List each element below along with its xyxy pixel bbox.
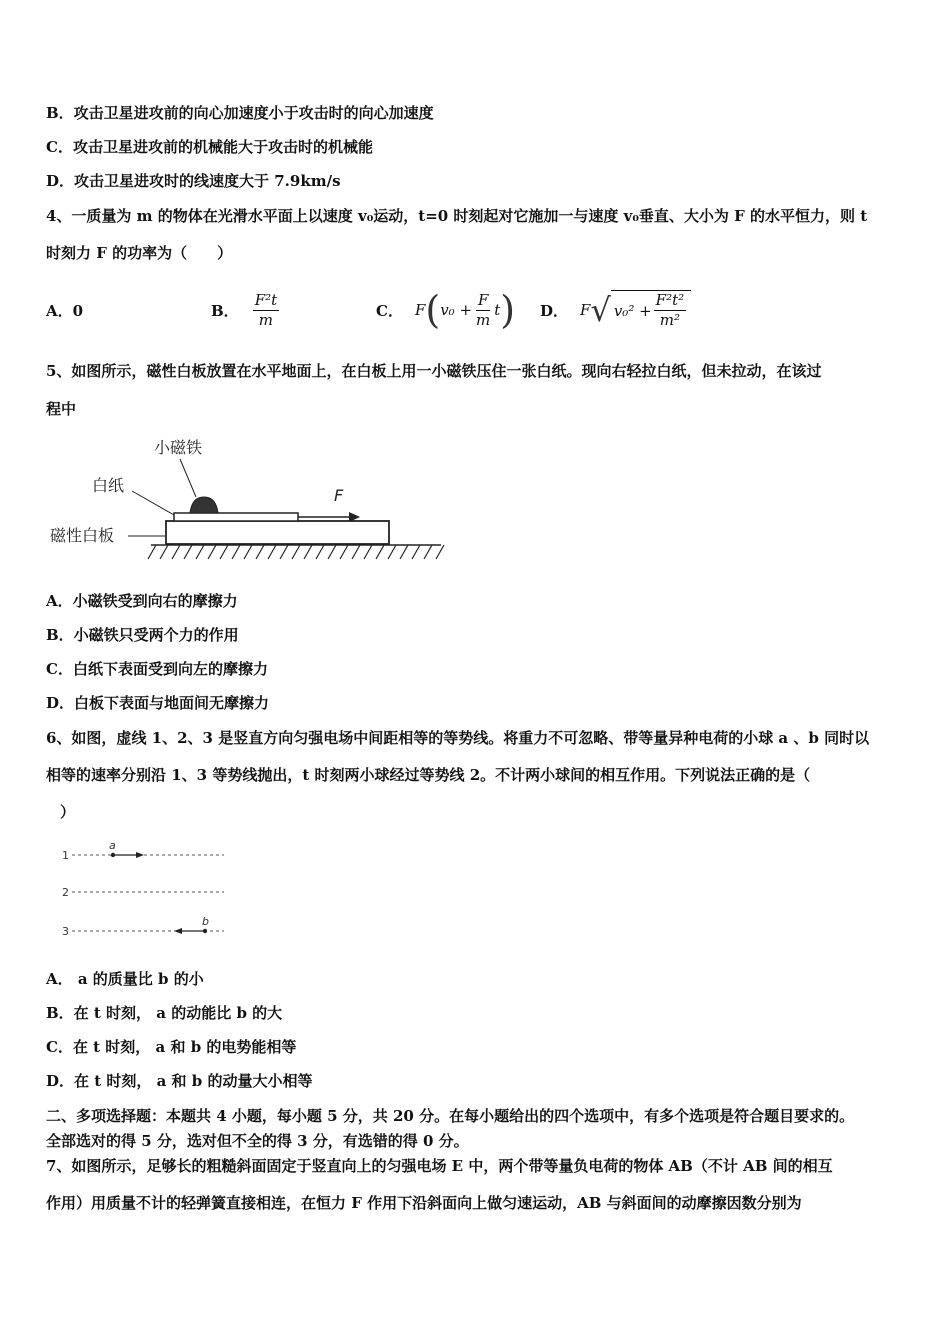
line-2-label: 2 [62, 886, 69, 899]
force-symbol: F [580, 301, 591, 319]
q4-option-b-label: B． [211, 301, 239, 320]
paper-leader-line [132, 491, 174, 515]
magnet-label: 小磁铁 [154, 438, 203, 457]
small-magnet [190, 497, 218, 513]
q4-option-c-fraction [474, 291, 492, 330]
q7-stem-line1: 7、如图所示，足够长的粗糙斜面固定于竖直向上的匀强电场 E 中，两个带等量负电荷的物体 AB（不计 AB 间的相互 [46, 1157, 833, 1175]
ball-a-arrow-head [136, 852, 144, 858]
q4-option-b-fraction [253, 291, 279, 330]
q4-option-c [376, 285, 515, 335]
section-2-heading-line1: 二、多项选择题：本题共 4 小题，每小题 5 分，共 20 分。在每小题给出的四个选项中，有多个选项是符合题目要求的。 [46, 1107, 855, 1125]
velocity-term: v₀ + [440, 301, 473, 319]
fraction-denominator: m [258, 310, 274, 329]
velocity-term: v₀² + [613, 301, 652, 320]
ball-a-label: a [109, 839, 116, 852]
q6-option-d: D．在 t 时刻， a 和 b 的动量大小相等 [46, 1072, 313, 1090]
section-2-heading-line2: 全部选对的得 5 分，选对但不全的得 3 分，有选错的得 0 分。 [46, 1132, 469, 1150]
right-paren: ) [500, 288, 516, 332]
force-symbol: F [414, 301, 426, 319]
magnetic-board [166, 521, 389, 544]
sqrt-icon: √ [590, 291, 611, 329]
q4-option-b [211, 285, 281, 335]
q6-stem-line3: ） [60, 803, 76, 821]
sqrt-radicand [611, 290, 691, 330]
fraction-numerator: F²t² [655, 291, 685, 309]
time-symbol: t [494, 301, 501, 319]
q4-option-d-expression [580, 290, 691, 330]
q7-stem-line2: 作用）用质量不计的轻弹簧直接相连，在恒力 F 作用下沿斜面向上做匀速运动，AB 与斜面间的动摩擦因数分别为 [46, 1194, 802, 1212]
q6-option-a: A． a 的质量比 b 的小 [46, 970, 204, 988]
q4-option-c-expression [414, 288, 516, 332]
q4-option-c-label: C． [376, 301, 403, 320]
fraction-numerator: F [477, 290, 489, 309]
q3-option-c: C．攻击卫星进攻前的机械能大于攻击时的机械能 [46, 138, 373, 156]
ground-hatch [148, 545, 444, 559]
fraction-denominator: m² [659, 311, 681, 329]
q6-stem-line1: 6、如图，虚线 1、2、3 是竖直方向匀强电场中间距相等的等势线。将重力不可忽略、带等量异种电荷的小球 a 、b 同时以 [46, 729, 870, 747]
q5-option-b: B．小磁铁只受两个力的作用 [46, 626, 239, 644]
ball-b-label: b [202, 915, 209, 928]
q5-stem-line2: 程中 [46, 400, 77, 418]
q4-option-a-label: A．0 [46, 301, 84, 320]
q5-option-d: D．白板下表面与地面间无摩擦力 [46, 694, 270, 712]
q6-figure-equipotential-lines [58, 836, 238, 946]
force-label: F [334, 486, 344, 505]
fraction-denominator: m [476, 310, 491, 329]
q5-option-a: A．小磁铁受到向右的摩擦力 [46, 592, 238, 610]
q4-stem-line2: 时刻力 F 的功率为（ ） [46, 244, 233, 262]
q6-option-c: C．在 t 时刻， a 和 b 的电势能相等 [46, 1038, 297, 1056]
line-1-label: 1 [62, 849, 69, 862]
q6-stem-line2: 相等的速率分别沿 1、3 等势线抛出，t 时刻两小球经过等势线 2。不计两小球间的相互作用。下列说法正确的是（ [46, 766, 811, 784]
q3-option-d: D．攻击卫星进攻时的线速度大于 7.9km/s [46, 172, 341, 190]
magnet-leader-line [180, 459, 196, 497]
q4-option-d-label: D． [540, 301, 569, 320]
q4-option-d-fraction [654, 291, 686, 330]
ball-b-arrow-head [174, 928, 182, 934]
paper-label: 白纸 [92, 476, 125, 495]
fraction-numerator: F²t [254, 290, 278, 309]
q3-option-b: B．攻击卫星进攻前的向心加速度小于攻击时的向心加速度 [46, 104, 434, 122]
left-paren: ( [425, 288, 441, 332]
q4-option-a [46, 285, 83, 335]
q4-stem-line1: 4、一质量为 m 的物体在光滑水平面上以速度 v₀运动，t=0 时刻起对它施加一与速度 v₀垂直、大小为 F 的水平恒力，则 t [46, 207, 868, 225]
line-3-label: 3 [62, 925, 69, 938]
white-paper [174, 513, 298, 521]
q6-option-b: B．在 t 时刻， a 的动能比 b 的大 [46, 1004, 283, 1022]
q4-option-d [540, 285, 691, 335]
board-label: 磁性白板 [50, 526, 115, 545]
q5-stem-line1: 5、如图所示，磁性白板放置在水平地面上，在白板上用一小磁铁压住一张白纸。现向右轻拉白纸，但未拉动，在该过 [46, 362, 822, 380]
q4-options [46, 285, 906, 335]
q5-figure-magnetic-board [46, 425, 446, 575]
q5-option-c: C．白纸下表面受到向左的摩擦力 [46, 660, 268, 678]
